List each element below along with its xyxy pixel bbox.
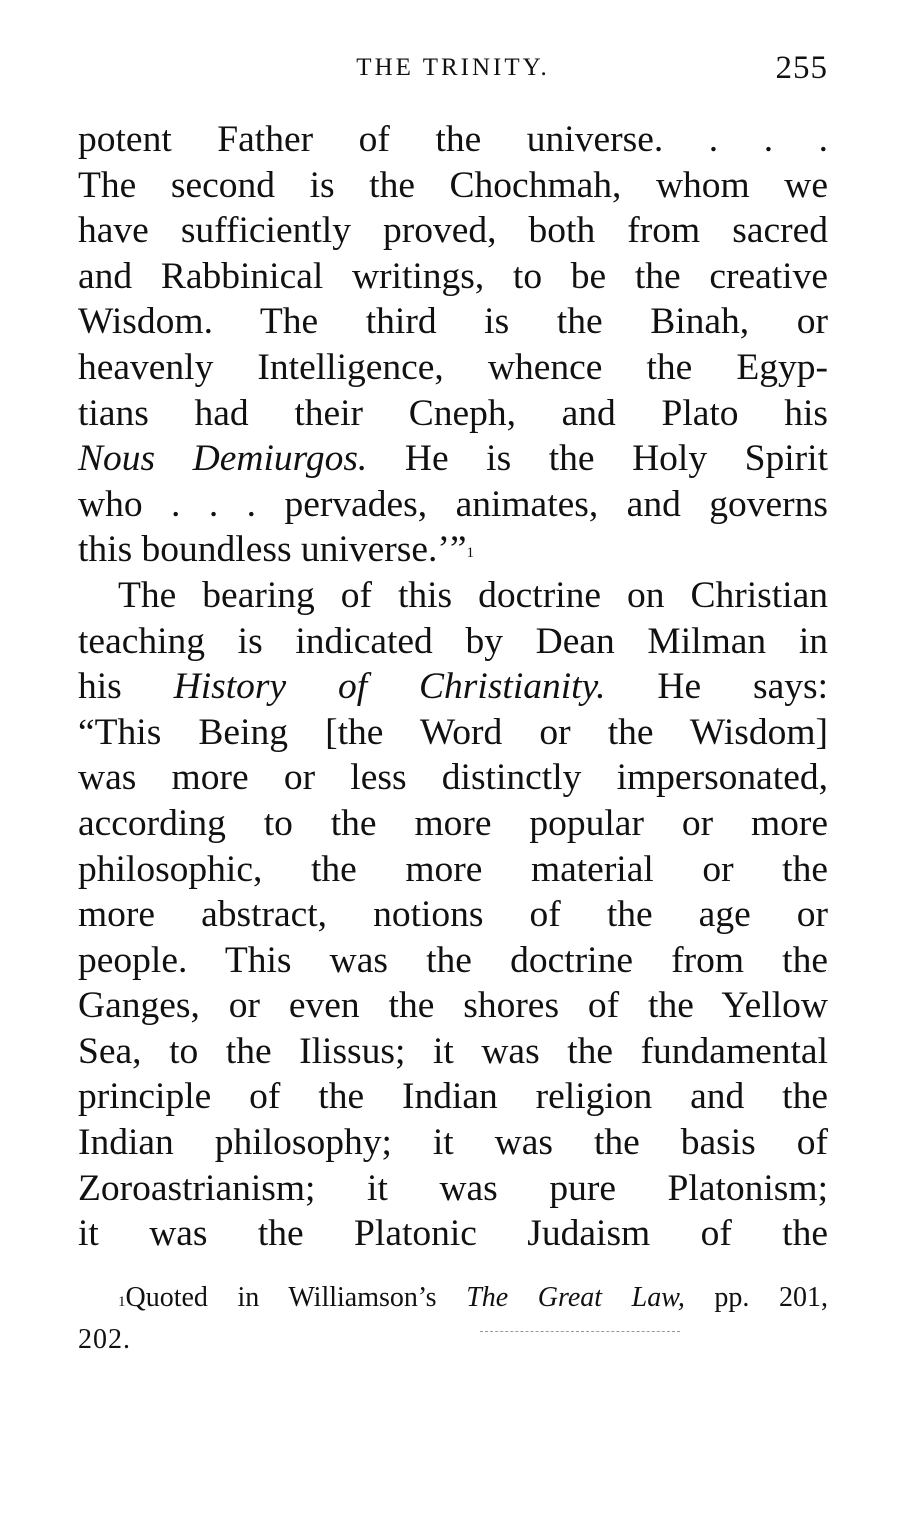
running-title: THE TRINITY. xyxy=(356,54,550,81)
text-line: Zoroastrianism; it was pure Platonism; xyxy=(78,1167,828,1209)
text-line: heavenly Intelligence, whence the Egyp- xyxy=(78,346,828,388)
text-line-content: this boundless universe.’” xyxy=(78,529,467,571)
text-line: it was the Platonic Judaism of the xyxy=(78,1213,828,1255)
text-line: have sufficiently proved, both from sacred xyxy=(78,210,828,252)
text-line: people. This was the doctrine from the xyxy=(78,939,828,981)
footnote-reference: 1 xyxy=(466,545,474,562)
text-line: and Rabbinical writings, to be the creative xyxy=(78,255,828,297)
footnote-pages: pp. 201, xyxy=(714,1282,829,1313)
text-line: according to the more popular or more xyxy=(78,802,828,844)
text-line: Indian philosophy; it was the basis of xyxy=(78,1122,828,1164)
footnote-marker: 1 xyxy=(118,1294,126,1310)
italic-title-nous-demiurgos: Nous Demiurgos. xyxy=(78,438,368,480)
text-line: Sea, to the Ilissus; it was the fundamental xyxy=(78,1030,828,1072)
footnote-line xyxy=(78,1277,828,1319)
text-line: potent Father of the universe. . . . xyxy=(78,119,828,160)
text-line: Ganges, or even the shores of the Yellow xyxy=(78,985,828,1027)
text-line: who . . . pervades, animates, and governs xyxy=(78,483,828,525)
footnote-continuation: 202. xyxy=(78,1324,131,1355)
footnote-text: Quoted in Williamson’s xyxy=(125,1282,437,1313)
footnote-italic-title: The Great Law, xyxy=(466,1282,685,1313)
running-head xyxy=(78,50,828,90)
text-line-with-italic: Nous Demiurgos. He is the Holy Spirit xyxy=(78,438,828,480)
body-text xyxy=(78,117,828,1257)
page-number: 255 xyxy=(775,50,828,86)
text-line: The second is the Chochmah, whom we xyxy=(78,164,828,206)
paragraph-first-line: The bearing of this doctrine on Christian xyxy=(118,574,828,616)
italic-title-history-of-christianity: History of Christianity. xyxy=(173,666,606,708)
text-line: was more or less distinctly impersonated, xyxy=(78,757,828,799)
text-line-with-footnote-ref xyxy=(78,527,828,573)
text-line-with-italic: his History of Christianity. He says: xyxy=(78,666,829,708)
text-line: philosophic, the more material or the xyxy=(78,848,828,890)
text-line: more abstract, notions of the age or xyxy=(78,894,828,936)
footnote xyxy=(78,1277,828,1361)
text-line: “This Being [the Word or the Wisdom] xyxy=(78,711,828,753)
text-line: Wisdom. The third is the Binah, or xyxy=(78,301,828,343)
text-line: principle of the Indian religion and the xyxy=(78,1076,828,1118)
text-line: tians had their Cneph, and Plato his xyxy=(78,392,828,434)
text-line: teaching is indicated by Dean Milman in xyxy=(78,620,828,662)
